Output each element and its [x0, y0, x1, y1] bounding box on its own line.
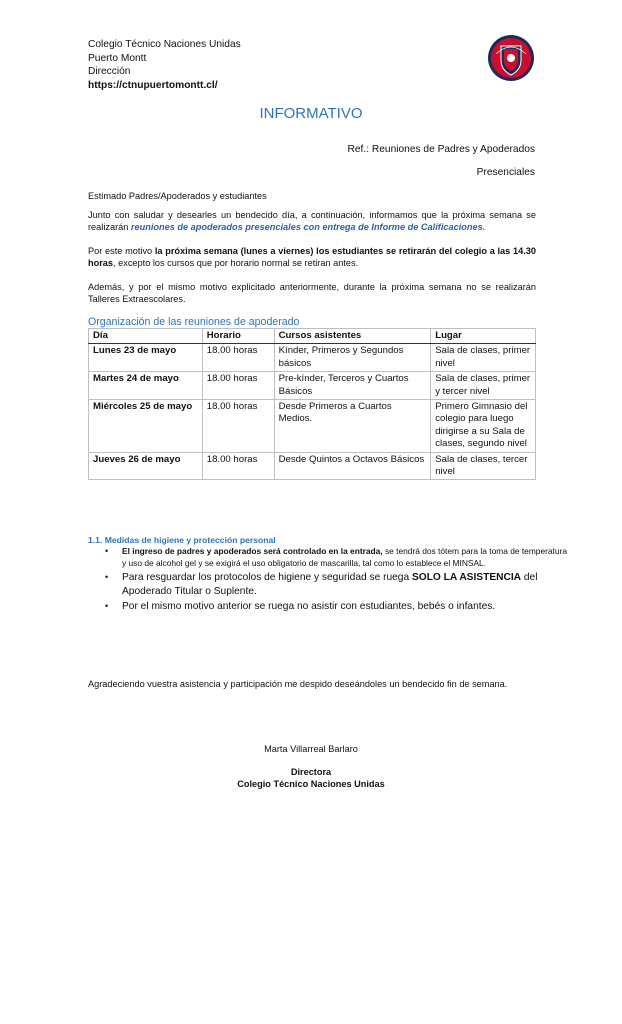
bullet-icon: •	[105, 601, 109, 611]
schedule-section-title: Organización de las reuniones de apoderado	[88, 316, 300, 328]
letterhead	[88, 38, 241, 92]
column-header-day: Día	[89, 329, 203, 344]
measure-2-text-end: del Apoderado Titular o Suplente.	[122, 572, 538, 597]
schedule-text-a: Por este motivo	[88, 246, 155, 256]
hygiene-measures-list	[88, 546, 572, 616]
cell-time: 18.00 horas	[202, 400, 274, 453]
signatory-role: Directora	[290, 767, 332, 777]
table-row	[89, 372, 536, 400]
table-header-row	[89, 329, 536, 344]
measure-1-text: se tendrá dos tótem para la toma de temperatura y uso de alcohol gel y se exigirá el uso obligatorio de mascarilla, tal como lo establece el MINSAL.	[122, 546, 567, 568]
intro-text: Junto con saludar y desearles un bendecido día, a continuación, informamos que la próxima semana se realizarán	[88, 210, 536, 233]
paragraph-workshops: Además, y por el mismo motivo explicitado anteriormente, durante la próxima semana no se realizarán Talleres Extraescolares.	[88, 282, 536, 305]
cell-courses: Desde Quintos a Octavos Básicos	[274, 452, 431, 480]
cell-place: Primero Gimnasio del colegio para luego dirigirse a su Sala de clases, segundo nivel	[431, 400, 536, 453]
column-header-place: Lugar	[431, 329, 536, 344]
cell-courses: Pre-kínder, Terceros y Cuartos Básicos	[274, 372, 431, 400]
bullet-icon: •	[105, 546, 109, 556]
meeting-schedule-table	[88, 328, 536, 480]
cell-day: Miércoles 25 de mayo	[89, 400, 203, 453]
cell-day: Martes 24 de mayo	[89, 372, 203, 400]
list-item	[105, 600, 572, 614]
school-name: Colegio Técnico Naciones Unidas	[88, 39, 241, 50]
cell-time: 18.00 horas	[202, 372, 274, 400]
school-city: Puerto Montt	[88, 52, 147, 64]
schedule-text-bold: la próxima semana (lunes a viernes) los estudiantes se retirarán del colegio a las 14.30 horas	[88, 246, 536, 269]
cell-courses: Desde Primeros a Cuartos Medios.	[274, 400, 431, 453]
measure-1-bold: El ingreso de padres y apoderados será controlado en la entrada,	[122, 546, 383, 556]
paragraph-intro	[88, 209, 536, 234]
cell-day: Jueves 26 de mayo	[89, 452, 203, 480]
table-row	[89, 452, 536, 480]
paragraph-schedule-change	[88, 245, 536, 270]
cell-place: Sala de clases, primer y tercer nivel	[431, 372, 536, 400]
list-item	[105, 546, 572, 569]
school-website-link[interactable]: https://ctnupuertomontt.cl/	[88, 79, 218, 91]
cell-time: 18.00 horas	[202, 452, 274, 480]
cell-place: Sala de clases, tercer nivel	[431, 452, 536, 480]
greeting: Estimado Padres/Apoderados y estudiantes	[88, 191, 267, 201]
measure-2-bold: SOLO LA ASISTENCIA	[411, 572, 522, 583]
school-department: Dirección	[88, 66, 131, 77]
measure-3-text: Por el mismo motivo anterior se ruega no asistir con estudiantes, bebés o infantes.	[122, 601, 496, 612]
hygiene-section-title: 1.1. Medidas de higiene y protección personal	[88, 535, 276, 545]
measure-2-text: Para resguardar los protocolos de higiene y seguridad se ruega	[122, 572, 412, 583]
column-header-courses: Cursos asistentes	[274, 329, 431, 344]
school-crest-icon	[487, 34, 535, 82]
cell-place: Sala de clases, primer nivel	[431, 344, 536, 372]
schedule-text-c: , excepto los cursos que por horario normal se retiran antes.	[113, 258, 359, 269]
list-item	[105, 571, 572, 598]
table-row	[89, 344, 536, 372]
cell-time: 18.00 horas	[202, 344, 274, 372]
reference-line-2: Presenciales	[476, 167, 535, 178]
reference-line: Ref.: Reuniones de Padres y Apoderados	[347, 144, 535, 155]
column-header-time: Horario	[202, 329, 274, 344]
bullet-icon: •	[105, 572, 109, 582]
document-title: INFORMATIVO	[259, 105, 363, 122]
cell-day: Lunes 23 de mayo	[89, 344, 203, 372]
signatory-name: Marta Villarreal Barlaro	[264, 744, 358, 754]
table-row	[89, 400, 536, 453]
signatory-organization: Colegio Técnico Naciones Unidas	[237, 779, 385, 789]
closing-line: Agradeciendo vuestra asistencia y participación me despido deseándoles un bendecido fin de semana.	[88, 679, 508, 689]
cell-courses: Kínder, Primeros y Segundos básicos	[274, 344, 431, 372]
intro-emphasis: reuniones de apoderados presenciales con entrega de Informe de Calificaciones.	[130, 222, 486, 233]
